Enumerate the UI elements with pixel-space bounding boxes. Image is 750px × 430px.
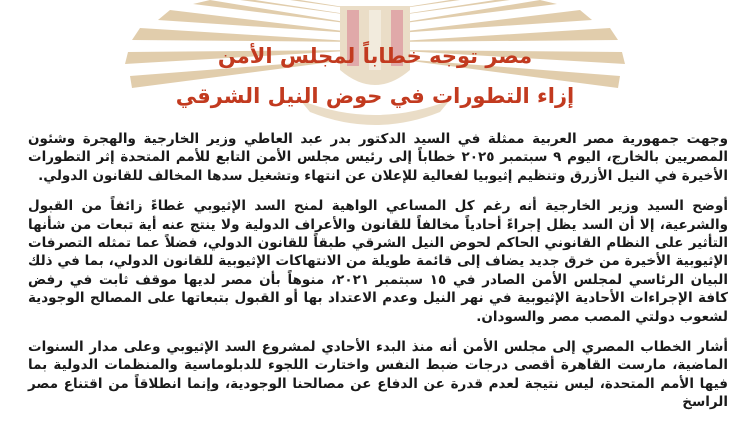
paragraph-2: أوضح السيد وزير الخارجية أنه رغم كل المساعي الواهية لمنح السد الإثيوبي غطاءً زائفاً من القبول والشرعية، إلا أن السد يظل إجراءً أحادياً مخالفاً للقانون والأعراف الدولية ولا ينتج عنه أية تبعات من شأنها التأثير على النظام القانوني الحاكم لحوض النيل الشرقي طبقاً للقانون الدولي، فضلاً عما تمثله التصرفات الإثيوبية الأخيرة من خرق جديد يضاف إلى قائمة طويلة من الانتهاكات الإثيوبية للقانون الدولي، بما في ذلك البيان الرئاسي لمجلس الأمن الصادر في ١٥ سبتمبر ٢٠٢١، منوهاً بأن مصر لديها موقف ثابت في رفض كافة الإجراءات الأحادية الإثيوبية في نهر النيل وعدم الاعتداد بها أو القبول بتبعاتها على المصالح الوجودية لشعوب دولتي المصب مصر والسودان. (28, 198, 728, 325)
headline-line-2: إزاء التطورات في حوض النيل الشرقي (175, 84, 575, 108)
article-body (28, 130, 728, 424)
headline-line-1: مصر توجه خطاباً لمجلس الأمن (217, 44, 533, 68)
paragraph-3: أشار الخطاب المصري إلى مجلس الأمن أنه منذ البدء الأحادي لمشروع السد الإثيوبي وعلى مدار السنوات الماضية، مارست القاهرة أقصى درجات ضبط النفس واختارت اللجوء للدبلوماسية والمنظمات الدولية بما فيها الأمم المتحدة، ليس نتيجة لعدم قدرة عن الدفاع عن مصالحنا الوجودية، وإنما انطلاقاً من اقتناع مصر الراسخ (28, 339, 728, 411)
paragraph-1: وجهت جمهورية مصر العربية ممثلة في السيد الدكتور بدر عبد العاطي وزير الخارجية والهجرة وشئون المصريين بالخارج، اليوم ٩ سبتمبر ٢٠٢٥ خطاباً إلى رئيس مجلس الأمن التابع للأمم المتحدة إثر التطورات الأخيرة في النيل الأزرق وتنظيم إثيوبيا لفعالية للإعلان عن انتهاء وتشغيل سدها المخالف للقانون الدولي. (28, 131, 728, 184)
